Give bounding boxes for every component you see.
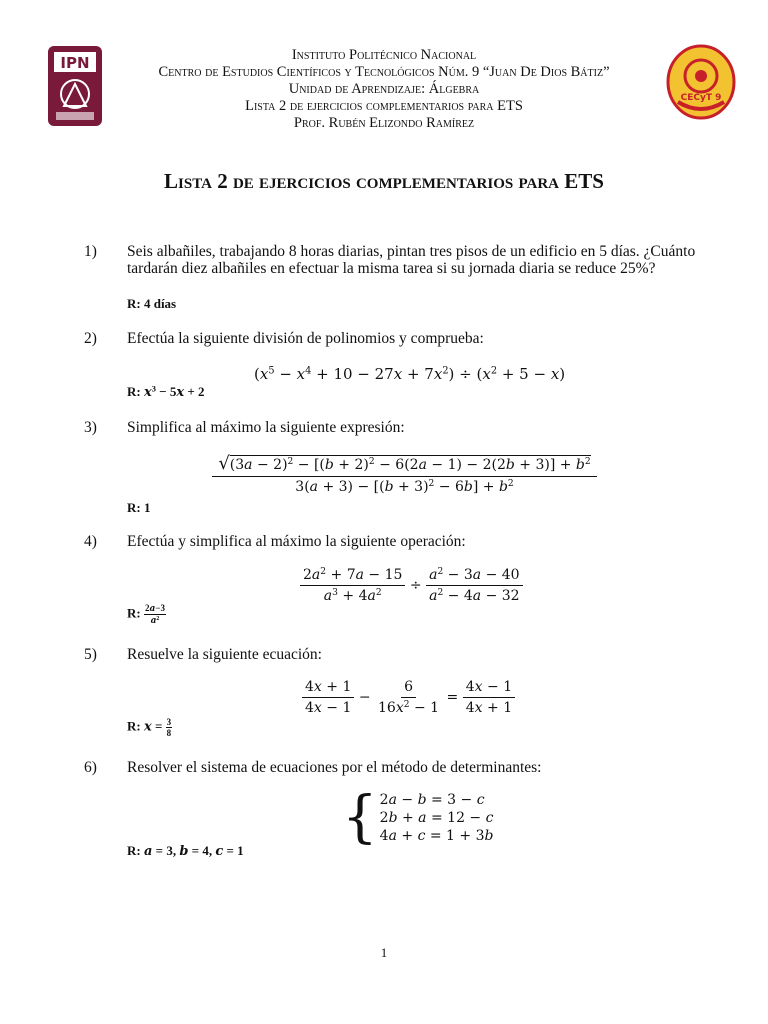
exercise-4-answer-label: R: [127,605,144,621]
exercise-5-text: Resuelve la siguiente ecuación: [127,646,322,663]
exercise-6-answer-label: R: [127,843,144,858]
exercise-2-number: 2) [84,330,97,347]
exercise-1-number: 1) [84,243,97,260]
exercise-2-answer: R: $x^3 - 5x + 2$ [127,383,205,400]
exercise-1-answer: R: 4 días [127,296,177,311]
page-number: 1 [380,945,388,960]
exercise-4-expression: $\frac{2a^2 + 7a - 15}{a^3 + 4a^2}$ ÷ $\frac{a^2 - 3a - 40}{a^2 - 4a - 32}$ [300,567,523,604]
exercise-3-expression: $√(3a - 2)^2 - [(b + 2)^2 - 6(2a - 1) - 2(2b + 3)] + b^2$ $3(a + 3) - [(b + 3)^2 - 6b] + b^2$ [212,453,597,495]
exercise-6-text: Resolver el sistema de ecuaciones por el método de determinantes: [127,759,542,776]
header-institution: Instituto Politécnico Nacional [291,47,477,63]
exercise-3-answer: R: 1 [127,500,151,515]
exercise-4-text: Efectúa y simplifica al máximo la siguiente operación: [127,533,466,550]
ipn-logo-text: IPN [60,54,90,72]
exercise-5-answer: R: x = $\frac{3}{8}$ [127,717,172,738]
page-title: Lista 2 de ejercicios complementarios para ETS [164,169,604,193]
exercise-4-number: 4) [84,533,97,550]
exercise-2-equation: $(x^5 - x^4 + 10 - 27x + 7x^2) \div (x^2 + 5 - x)$ [254,365,566,383]
exercise-4-answer: R: $\frac{2a-3}{a^2}$ [127,603,165,626]
exercise-6-number: 6) [84,759,97,776]
header-school: Centro de Estudios Científicos y Tecnológicos Núm. 9 “Juan De Dios Bátiz” [158,64,610,80]
header-subject: Unidad de Aprendizaje: Álgebra [288,81,480,97]
header-list: Lista 2 de ejercicios complementarios para ETS [245,98,523,114]
exercise-5-equation: $\frac{4x + 1}{4x - 1}$ − $\frac{6}{16x^2 - 1}$ = $\frac{4x - 1}{4x + 1}$ [302,679,515,716]
exercise-6-system: { 2a − b = 3 − c 2b + a = 12 − c 4a + c = 1 + 3b [342,785,494,850]
exercise-5-answer-label: R: [127,718,144,734]
exercise-5-number: 5) [84,646,97,663]
exercise-2-answer-label: R: [127,384,144,399]
exercise-2-text: Efectúa la siguiente división de polinomios y comprueba: [127,330,484,347]
exercise-1-text: Seis albañiles, trabajando 8 horas diarias, pintan tres pisos de un edificio en 5 días. ¿Cuánto tardarán diez albañiles en efectuar la misma tarea si su jornada diaria se reduce 25%? [127,243,696,277]
exercise-3-text: Simplifica al máximo la siguiente expresión: [127,419,405,436]
exercise-3-number: 3) [84,419,97,436]
exercise-6-answer: R: a = 3, b = 4, c = 1 [127,843,244,859]
header-professor: Prof. Rubén Elizondo Ramírez [293,115,475,131]
cecyt-logo-text: CECyT 9 [680,93,722,103]
